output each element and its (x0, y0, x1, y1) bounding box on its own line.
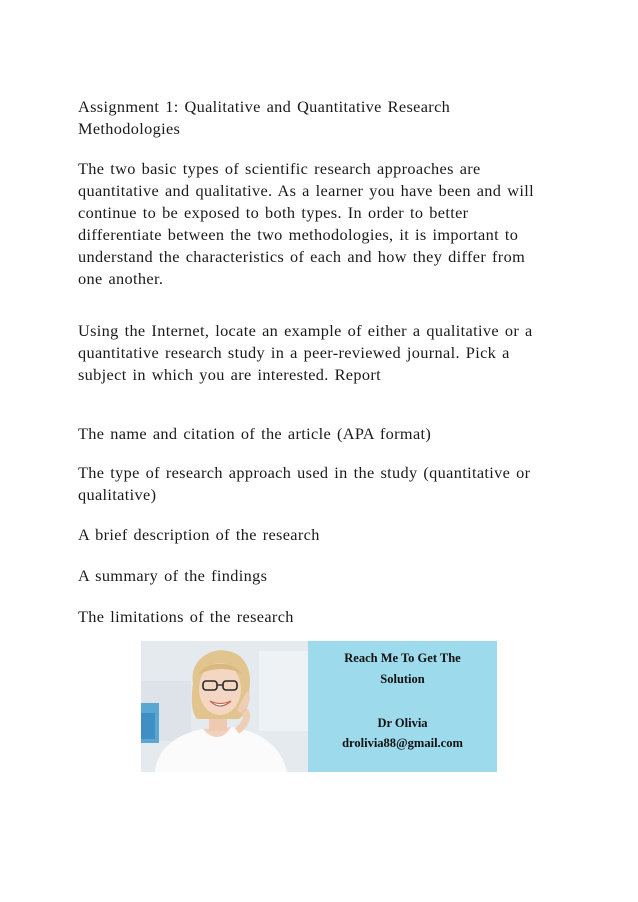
paragraph-line: The two basic types of scientific research approaches are (78, 159, 481, 178)
report-item-line: The type of research approach used in the study (quantitative or (78, 463, 531, 482)
report-item-line: A summary of the findings (78, 566, 268, 585)
paragraph-line: Using the Internet, locate an example of either a qualitative or a (78, 321, 533, 340)
assignment-title (78, 96, 578, 140)
report-item-approach (78, 462, 578, 506)
title-line: Assignment 1: Qualitative and Quantitative Research (78, 97, 451, 116)
intro-paragraph (78, 158, 578, 290)
report-item-description (78, 524, 578, 546)
smiling-woman-photo (141, 641, 308, 772)
report-item-line: The limitations of the research (78, 607, 294, 626)
report-item-summary (78, 565, 578, 587)
paragraph-line: quantitative research study in a peer-reviewed journal. Pick a (78, 343, 510, 362)
paragraph-line: continue to be exposed to both types. In order to better (78, 203, 469, 222)
contact-name: Dr Olivia (377, 716, 428, 730)
paragraph-line: understand the characteristics of each and how they differ from (78, 247, 526, 266)
report-item-citation (78, 423, 578, 445)
paragraph-line: differentiate between the two methodologies, it is important to (78, 225, 519, 244)
instruction-paragraph (78, 320, 578, 386)
paragraph-line: subject in which you are interested. Report (78, 365, 382, 384)
contact-banner (141, 641, 497, 772)
report-item-line: qualitative) (78, 485, 157, 504)
report-item-line: A brief description of the research (78, 525, 320, 544)
report-item-limitations (78, 606, 578, 628)
banner-headline: Reach Me To Get The (344, 651, 461, 665)
title-line: Methodologies (78, 119, 181, 138)
paragraph-line: one another. (78, 269, 164, 288)
contact-panel (308, 641, 497, 772)
report-item-line: The name and citation of the article (APA format) (78, 424, 432, 443)
contact-email: drolivia88@gmail.com (342, 736, 463, 750)
paragraph-line: quantitative and qualitative. As a learner you have been and will (78, 181, 534, 200)
banner-subheadline: Solution (380, 672, 425, 686)
